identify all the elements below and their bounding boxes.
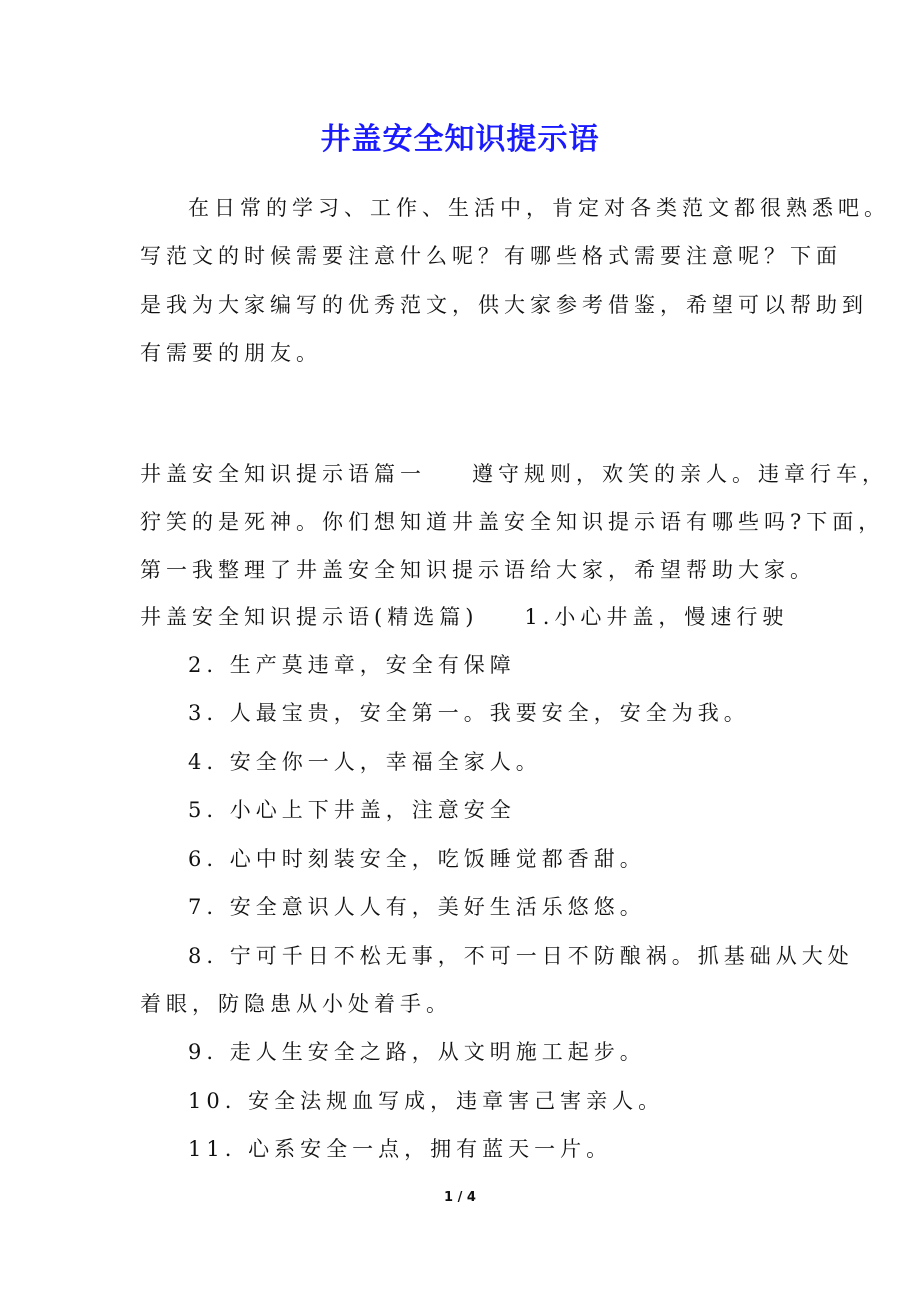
list-item: 2. 生产莫违章，安全有保障 xyxy=(188,653,516,677)
section1-line: 狞笑的是死神。你们想知道井盖安全知识提示语有哪些吗?下面， xyxy=(140,510,885,534)
page-number: 1 / 4 xyxy=(444,1190,476,1205)
list-item: 10. 安全法规血写成，违章害己害亲人。 xyxy=(188,1089,665,1113)
list-item: 5. 小心上下井盖，注意安全 xyxy=(188,798,516,822)
intro-line: 在日常的学习、工作、生活中，肯定对各类范文都很熟悉吧。 xyxy=(188,196,890,220)
section2-first-line xyxy=(140,603,788,631)
list-item: 9. 走人生安全之路，从文明施工起步。 xyxy=(188,1040,646,1064)
list-item: 4. 安全你一人，幸福全家人。 xyxy=(188,750,542,774)
list-item-continuation: 着眼，防隐患从小处着手。 xyxy=(140,992,452,1016)
list-item: 7. 安全意识人人有，美好生活乐悠悠。 xyxy=(188,895,646,919)
intro-line: 有需要的朋友。 xyxy=(140,341,322,365)
list-item: 1.小心井盖，慢速行驶 xyxy=(524,605,789,629)
section1-text: 遵守规则，欢笑的亲人。违章行车， xyxy=(472,462,888,486)
list-item: 11. 心系安全一点，拥有蓝天一片。 xyxy=(188,1137,613,1161)
section1-line: 第一我整理了井盖安全知识提示语给大家，希望帮助大家。 xyxy=(140,558,816,582)
list-item: 8. 宁可千日不松无事，不可一日不防酿祸。抓基础从大处 xyxy=(188,944,854,968)
intro-line: 是我为大家编写的优秀范文，供大家参考借鉴，希望可以帮助到 xyxy=(140,293,868,317)
document-title: 井盖安全知识提示语 xyxy=(320,122,600,157)
intro-line: 写范文的时候需要注意什么呢？有哪些格式需要注意呢？下面 xyxy=(140,244,842,268)
section1-first-line xyxy=(140,460,888,488)
section1-heading: 井盖安全知识提示语篇一 xyxy=(140,462,426,486)
section2-heading: 井盖安全知识提示语(精选篇) xyxy=(140,605,479,629)
list-item: 6. 心中时刻装安全，吃饭睡觉都香甜。 xyxy=(188,847,646,871)
list-item: 3. 人最宝贵，安全第一。我要安全，安全为我。 xyxy=(188,701,750,725)
